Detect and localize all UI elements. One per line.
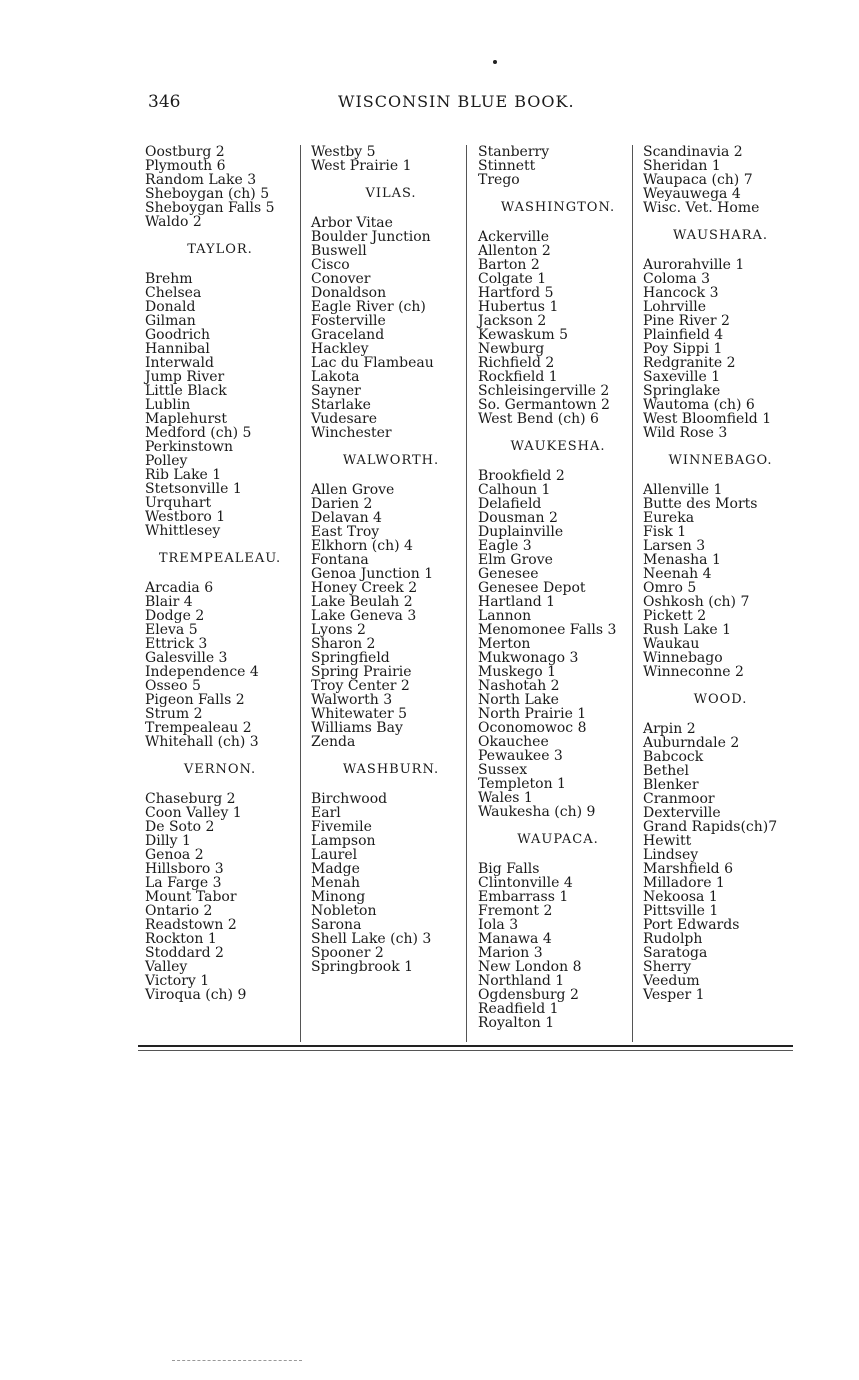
post-office-entry: North Lake	[478, 692, 559, 708]
post-office-entry: Plymouth 6	[145, 158, 226, 174]
post-office-entry: Shell Lake (ch) 3	[311, 931, 432, 947]
post-office-entry: Brehm	[145, 271, 193, 287]
post-office-entry: Hannibal	[145, 341, 210, 357]
post-office-entry: Stoddard 2	[145, 945, 224, 961]
column-3	[478, 145, 638, 1030]
post-office-entry: Nobleton	[311, 903, 377, 919]
post-office-entry: Genesee	[478, 566, 539, 582]
post-office-entry: Fontana	[311, 552, 369, 568]
post-office-entry: Jackson 2	[478, 313, 547, 329]
post-office-entry: Sharon 2	[311, 636, 376, 652]
post-office-entry: Stetsonville 1	[145, 481, 242, 497]
county-section	[311, 453, 471, 749]
post-office-entry: Pigeon Falls 2	[145, 692, 245, 708]
county-section	[145, 551, 295, 749]
county-heading: WAUKESHA.	[510, 439, 606, 454]
post-office-entry: Elm Grove	[478, 552, 553, 568]
page-number: 346	[148, 92, 181, 112]
post-office-entry: Honey Creek 2	[311, 580, 418, 596]
post-office-entry: Blair 4	[145, 594, 193, 610]
post-office-entry: Northland 1	[478, 973, 565, 989]
post-office-entry: Okauchee	[478, 734, 549, 750]
post-office-entry: Viroqua (ch) 9	[145, 987, 247, 1003]
post-office-entry: Lakota	[311, 369, 360, 385]
post-office-entry: Lannon	[478, 608, 532, 624]
post-office-entry: Rockton 1	[145, 931, 217, 947]
post-office-entry: Babcock	[643, 749, 704, 765]
county-section	[643, 453, 798, 679]
ink-speck	[493, 60, 497, 64]
post-office-entry: Ackerville	[478, 229, 550, 245]
county-heading: VERNON.	[183, 762, 257, 777]
post-office-entry: Arpin 2	[643, 721, 696, 737]
post-office-entry: Kewaskum 5	[478, 327, 569, 343]
page-header	[148, 92, 788, 118]
post-office-entry: West Bend (ch) 6	[478, 411, 599, 427]
post-office-entry: West Prairie 1	[311, 158, 412, 174]
column-4	[643, 145, 798, 1002]
county-heading: VILAS.	[365, 186, 417, 201]
post-office-entry: Templeton 1	[478, 776, 566, 792]
post-office-entry: Menah	[311, 875, 360, 891]
post-office-entry: Whitehall (ch) 3	[145, 734, 259, 750]
column-divider	[300, 145, 301, 1042]
post-office-entry: Scandinavia 2	[643, 144, 743, 160]
post-office-entry: Milladore 1	[643, 875, 725, 891]
post-office-entry: Lindsey	[643, 847, 699, 863]
post-office-entry: Mukwonago 3	[478, 650, 579, 666]
post-office-entry: Marion 3	[478, 945, 543, 961]
post-office-entry: Delavan 4	[311, 510, 382, 526]
post-office-entry: Redgranite 2	[643, 355, 736, 371]
post-office-entry: Neenah 4	[643, 566, 712, 582]
post-office-entry: Eagle 3	[478, 538, 532, 554]
post-office-entry: West Bloomfield 1	[643, 411, 772, 427]
post-office-entry: Whittlesey	[145, 523, 221, 539]
post-office-entry: Pittsville 1	[643, 903, 719, 919]
county-section	[643, 228, 798, 440]
post-office-entry: Genoa Junction 1	[311, 566, 434, 582]
county-section	[145, 762, 295, 1002]
post-office-entry: Laurel	[311, 847, 358, 863]
post-office-entry: Embarrass 1	[478, 889, 569, 905]
post-office-entry: Vudesare	[311, 411, 377, 427]
post-office-entry: Cisco	[311, 257, 350, 273]
post-office-entry: Ontario 2	[145, 903, 213, 919]
post-office-entry: Dilly 1	[145, 833, 191, 849]
post-office-entry: Vesper 1	[643, 987, 705, 1003]
post-office-columns	[145, 145, 795, 1045]
post-office-entry: Merton	[478, 636, 531, 652]
post-office-entry: Maplehurst	[145, 411, 227, 427]
post-office-entry: Pine River 2	[643, 313, 730, 329]
post-office-entry: Larsen 3	[643, 538, 706, 554]
post-office-entry: Hartford 5	[478, 285, 554, 301]
post-office-entry: Boulder Junction	[311, 229, 431, 245]
post-office-entry: Fremont 2	[478, 903, 553, 919]
post-office-entry: Earl	[311, 805, 341, 821]
post-office-entry: Lampson	[311, 833, 376, 849]
post-office-entry: Grand Rapids(ch)7	[643, 819, 778, 835]
post-office-entry: Hewitt	[643, 833, 692, 849]
post-office-entry: Sussex	[478, 762, 528, 778]
post-office-entry: Lublin	[145, 397, 191, 413]
post-office-entry: Big Falls	[478, 861, 540, 877]
post-office-entry: Donald	[145, 299, 196, 315]
post-office-entry: Allen Grove	[311, 482, 395, 498]
post-office-entry: Readfield 1	[478, 1001, 559, 1017]
post-office-entry: Auburndale 2	[643, 735, 740, 751]
post-office-entry: Winchester	[311, 425, 392, 441]
bottom-rule	[138, 1045, 793, 1047]
post-office-entry: Eagle River (ch)	[311, 299, 426, 315]
post-office-entry: Random Lake 3	[145, 172, 257, 188]
post-office-entry: Perkinstown	[145, 439, 233, 455]
post-office-entry: Winneconne 2	[643, 664, 744, 680]
post-office-entry: Sherry	[643, 959, 692, 975]
post-office-entry: Oostburg 2	[145, 144, 225, 160]
post-office-entry: Interwald	[145, 355, 214, 371]
post-office-entry: Saratoga	[643, 945, 708, 961]
county-section	[478, 200, 638, 426]
post-office-entry: Manawa 4	[478, 931, 552, 947]
county-heading: WASHBURN.	[342, 762, 440, 777]
post-office-entry: Genoa 2	[145, 847, 204, 863]
post-office-entry: Starlake	[311, 397, 371, 413]
post-office-entry: Strum 2	[145, 706, 203, 722]
post-office-entry: Sheboygan (ch) 5	[145, 186, 270, 202]
county-section	[478, 832, 638, 1030]
post-office-entry: Rush Lake 1	[643, 622, 731, 638]
post-office-entry: Muskego 1	[478, 664, 557, 680]
county-section	[643, 145, 798, 215]
post-office-entry: Donaldson	[311, 285, 387, 301]
post-office-entry: Arcadia 6	[145, 580, 214, 596]
post-office-entry: Plainfield 4	[643, 327, 724, 343]
post-office-entry: Veedum	[643, 973, 700, 989]
post-office-entry: Lac du Flambeau	[311, 355, 434, 371]
post-office-entry: Pickett 2	[643, 608, 707, 624]
post-office-entry: Williams Bay	[311, 720, 403, 736]
post-office-entry: Lyons 2	[311, 622, 366, 638]
post-office-entry: Conover	[311, 271, 371, 287]
post-office-entry: La Farge 3	[145, 875, 222, 891]
post-office-entry: Sarona	[311, 917, 362, 933]
post-office-entry: Spooner 2	[311, 945, 384, 961]
post-office-entry: Schleisingerville 2	[478, 383, 610, 399]
county-heading: WOOD.	[693, 692, 748, 707]
bottom-rule-thin	[138, 1050, 793, 1051]
post-office-entry: Ogdensburg 2	[478, 987, 579, 1003]
post-office-entry: Waldo 2	[145, 214, 202, 230]
post-office-entry: Cranmoor	[643, 791, 715, 807]
post-office-entry: Clintonville 4	[478, 875, 573, 891]
post-office-entry: Jump River	[145, 369, 225, 385]
post-office-entry: Menasha 1	[643, 552, 721, 568]
post-office-entry: Little Black	[145, 383, 227, 399]
post-office-entry: Madge	[311, 861, 360, 877]
post-office-entry: Omro 5	[643, 580, 697, 596]
post-office-entry: Dousman 2	[478, 510, 558, 526]
post-office-entry: Trego	[478, 172, 520, 188]
post-office-entry: Genesee Depot	[478, 580, 586, 596]
post-office-entry: Poy Sippi 1	[643, 341, 723, 357]
column-1	[145, 145, 295, 1002]
post-office-entry: Newburg	[478, 341, 545, 357]
post-office-entry: Winnebago	[643, 650, 723, 666]
county-section	[311, 762, 471, 974]
post-office-entry: Westby 5	[311, 144, 376, 160]
post-office-entry: Lake Beulah 2	[311, 594, 413, 610]
post-office-entry: Weyauwega 4	[643, 186, 741, 202]
post-office-entry: Hartland 1	[478, 594, 556, 610]
post-office-entry: Hillsboro 3	[145, 861, 224, 877]
post-office-entry: Gilman	[145, 313, 196, 329]
post-office-entry: Urquhart	[145, 495, 212, 511]
post-office-entry: Oshkosh (ch) 7	[643, 594, 750, 610]
post-office-entry: Springlake	[643, 383, 721, 399]
post-office-entry: Pewaukee 3	[478, 748, 563, 764]
post-office-entry: Elkhorn (ch) 4	[311, 538, 413, 554]
county-section	[311, 145, 471, 173]
post-office-entry: Springbrook 1	[311, 959, 414, 975]
post-office-entry: Springfield	[311, 650, 390, 666]
post-office-entry: Saxeville 1	[643, 369, 721, 385]
post-office-entry: Waukau	[643, 636, 700, 652]
post-office-entry: Zenda	[311, 734, 356, 750]
post-office-entry: Eleva 5	[145, 622, 198, 638]
post-office-entry: Duplainville	[478, 524, 564, 540]
county-heading: TAYLOR.	[187, 242, 253, 257]
post-office-entry: Rib Lake 1	[145, 467, 222, 483]
county-heading: TREMPEALEAU.	[158, 551, 282, 566]
post-office-entry: Sheridan 1	[643, 158, 721, 174]
post-office-entry: Trempealeau 2	[145, 720, 252, 736]
county-section	[145, 242, 295, 538]
post-office-entry: Arbor Vitae	[311, 215, 393, 231]
column-2	[311, 145, 471, 974]
post-office-entry: Waukesha (ch) 9	[478, 804, 596, 820]
post-office-entry: Dodge 2	[145, 608, 205, 624]
post-office-entry: Marshfield 6	[643, 861, 733, 877]
county-heading: WALWORTH.	[342, 453, 440, 468]
post-office-entry: Lohrville	[643, 299, 707, 315]
post-office-entry: Walworth 3	[311, 692, 393, 708]
post-office-entry: East Troy	[311, 524, 380, 540]
post-office-entry: Hubertus 1	[478, 299, 559, 315]
post-office-entry: Brookfield 2	[478, 468, 565, 484]
post-office-entry: Bethel	[643, 763, 689, 779]
county-section	[145, 145, 295, 229]
post-office-entry: Minong	[311, 889, 366, 905]
post-office-entry: Westboro 1	[145, 509, 226, 525]
footer-dashes	[172, 1360, 302, 1363]
post-office-entry: Delafield	[478, 496, 542, 512]
post-office-entry: Polley	[145, 453, 188, 469]
post-office-entry: Port Edwards	[643, 917, 740, 933]
post-office-entry: Nashotah 2	[478, 678, 560, 694]
post-office-entry: Nekoosa 1	[643, 889, 718, 905]
post-office-entry: Wautoma (ch) 6	[643, 397, 755, 413]
county-section	[643, 692, 798, 1002]
post-office-entry: Chaseburg 2	[145, 791, 236, 807]
post-office-entry: Waupaca (ch) 7	[643, 172, 753, 188]
post-office-entry: Iola 3	[478, 917, 519, 933]
post-office-entry: Coon Valley 1	[145, 805, 242, 821]
post-office-entry: Oconomowoc 8	[478, 720, 587, 736]
post-office-entry: Stinnett	[478, 158, 536, 174]
post-office-entry: Graceland	[311, 327, 385, 343]
post-office-entry: Osseo 5	[145, 678, 201, 694]
post-office-entry: Hancock 3	[643, 285, 719, 301]
page-title: WISCONSIN BLUE BOOK.	[338, 92, 575, 111]
post-office-entry: Medford (ch) 5	[145, 425, 252, 441]
county-section	[478, 439, 638, 819]
post-office-entry: Whitewater 5	[311, 706, 408, 722]
post-office-entry: Sayner	[311, 383, 361, 399]
post-office-entry: Wales 1	[478, 790, 533, 806]
county-heading: WAUSHARA.	[673, 228, 768, 243]
post-office-entry: Rudolph	[643, 931, 703, 947]
post-office-entry: Chelsea	[145, 285, 202, 301]
post-office-entry: North Prairie 1	[478, 706, 587, 722]
post-office-entry: Royalton 1	[478, 1015, 555, 1031]
post-office-entry: Victory 1	[145, 973, 210, 989]
county-section	[311, 186, 471, 440]
post-office-entry: Fivemile	[311, 819, 372, 835]
post-office-entry: Readstown 2	[145, 917, 237, 933]
post-office-entry: Fisk 1	[643, 524, 687, 540]
post-office-entry: Richfield 2	[478, 355, 555, 371]
post-office-entry: Troy Center 2	[311, 678, 410, 694]
post-office-entry: Blenker	[643, 777, 699, 793]
post-office-entry: Spring Prairie	[311, 664, 412, 680]
post-office-entry: Fosterville	[311, 313, 386, 329]
post-office-entry: Darien 2	[311, 496, 373, 512]
post-office-entry: Eureka	[643, 510, 695, 526]
post-office-entry: Aurorahville 1	[643, 257, 745, 273]
county-section	[478, 145, 638, 187]
post-office-entry: Hackley	[311, 341, 369, 357]
post-office-entry: Butte des Morts	[643, 496, 758, 512]
post-office-entry: Birchwood	[311, 791, 388, 807]
post-office-entry: Sheboygan Falls 5	[145, 200, 275, 216]
post-office-entry: Calhoun 1	[478, 482, 551, 498]
post-office-entry: De Soto 2	[145, 819, 215, 835]
post-office-entry: Buswell	[311, 243, 367, 259]
post-office-entry: Coloma 3	[643, 271, 711, 287]
post-office-entry: Mount Tabor	[145, 889, 237, 905]
post-office-entry: Ettrick 3	[145, 636, 208, 652]
post-office-entry: Wild Rose 3	[643, 425, 728, 441]
county-heading: WINNEBAGO.	[668, 453, 773, 468]
post-office-entry: Lake Geneva 3	[311, 608, 417, 624]
post-office-entry: Stanberry	[478, 144, 550, 160]
post-office-entry: Independence 4	[145, 664, 259, 680]
post-office-entry: Dexterville	[643, 805, 721, 821]
post-office-entry: Colgate 1	[478, 271, 547, 287]
post-office-entry: Valley	[145, 959, 188, 975]
post-office-entry: Galesville 3	[145, 650, 228, 666]
post-office-entry: Allenton 2	[478, 243, 551, 259]
post-office-entry: So. Germantown 2	[478, 397, 610, 413]
post-office-entry: Menomonee Falls 3	[478, 622, 617, 638]
post-office-entry: Goodrich	[145, 327, 211, 343]
county-heading: WASHINGTON.	[500, 200, 616, 215]
county-heading: WAUPACA.	[517, 832, 599, 847]
post-office-entry: Barton 2	[478, 257, 540, 273]
post-office-entry: New London 8	[478, 959, 582, 975]
post-office-entry: Allenville 1	[643, 482, 723, 498]
post-office-entry: Wisc. Vet. Home	[643, 200, 760, 216]
post-office-entry: Rockfield 1	[478, 369, 558, 385]
